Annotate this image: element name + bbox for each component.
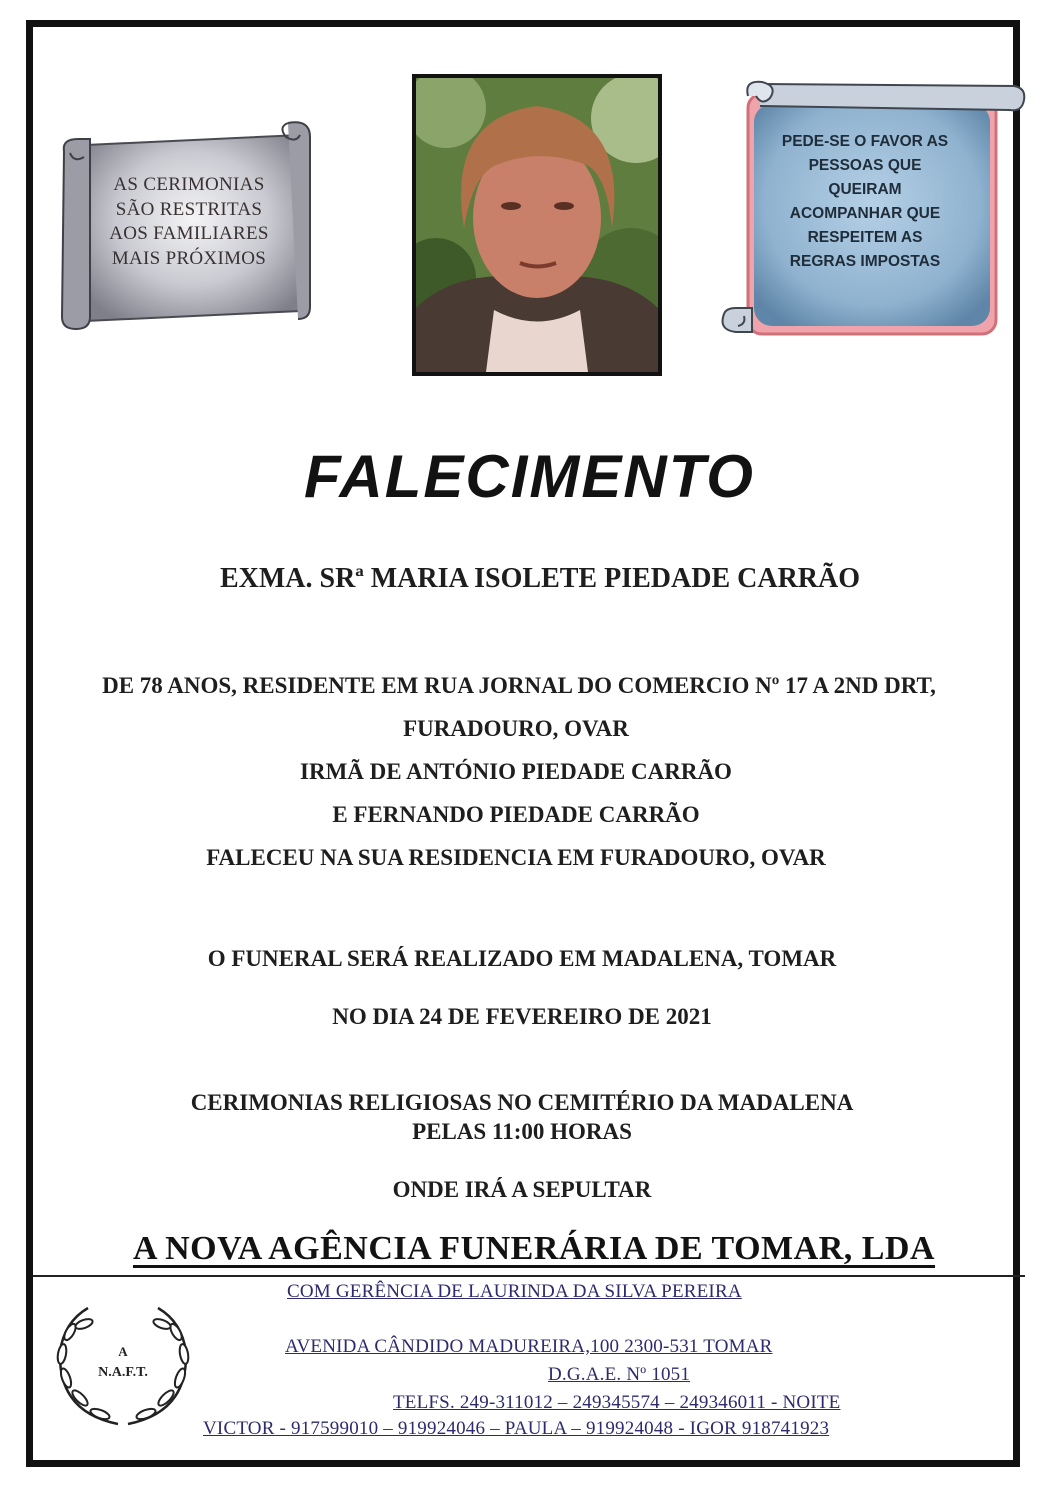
restricted-ceremonies-scroll [60, 115, 316, 331]
notice-right-line: RESPEITEM AS [807, 229, 923, 246]
deceased-photo [412, 74, 662, 376]
notice-right-line: PEDE-SE O FAVOR AS [781, 133, 949, 150]
burial-note: ONDE IRÁ A SEPULTAR [392, 1177, 652, 1202]
notice-left-line: AS CERIMONIAS [113, 174, 265, 195]
ceremony-time: PELAS 11:00 HORAS [412, 1119, 632, 1144]
detail-line: IRMÃ DE ANTÓNIO PIEDADE CARRÃO [300, 759, 732, 784]
notice-right-line: ACOMPANHAR QUE [789, 205, 941, 222]
notice-title: FALECIMENTO [304, 443, 755, 510]
agency-management: COM GERÊNCIA DE LAURINDA DA SILVA PEREIRA [287, 1281, 742, 1302]
notice-right-line: REGRAS IMPOSTAS [789, 253, 941, 270]
funeral-place: O FUNERAL SERÁ REALIZADO EM MADALENA, TOMAR [207, 946, 837, 971]
notice-left-line: SÃO RESTRITAS [115, 198, 263, 220]
logo-letter: A [118, 1344, 128, 1359]
agency-name: A NOVA AGÊNCIA FUNERÁRIA DE TOMAR, LDA [132, 1230, 936, 1267]
naft-logo [48, 1302, 208, 1430]
detail-line: E FERNANDO PIEDADE CARRÃO [332, 802, 700, 827]
agency-contacts: VICTOR - 917599010 – 919924046 – PAULA – 919924048 - IGOR 918741923 [203, 1418, 830, 1439]
detail-line: FURADOURO, OVAR [403, 716, 629, 741]
funeral-date: NO DIA 24 DE FEVEREIRO DE 2021 [332, 1004, 712, 1029]
agency-dgae: D.G.A.E. Nº 1051 [548, 1364, 691, 1385]
respect-rules-scroll [718, 78, 1026, 344]
notice-right-line: PESSOAS QUE [808, 157, 922, 174]
footer-divider [33, 1275, 1025, 1277]
notice-right-line: QUEIRAM [828, 181, 902, 198]
deceased-name: EXMA. SRª MARIA ISOLETE PIEDADE CARRÃO [219, 563, 861, 594]
logo-initials: N.A.F.T. [98, 1365, 148, 1380]
restricted-ceremonies-text [100, 173, 278, 271]
detail-line: DE 78 ANOS, RESIDENTE EM RUA JORNAL DO COMERCIO Nº 17 A 2ND DRT, [102, 673, 936, 698]
agency-phones: TELFS. 249-311012 – 249345574 – 249346011 - NOITE [393, 1392, 841, 1413]
respect-rules-text [770, 130, 960, 274]
notice-left-line: AOS FAMILIARES [109, 223, 269, 244]
detail-line: FALECEU NA SUA RESIDENCIA EM FURADOURO, OVAR [206, 845, 826, 870]
notice-left-line: MAIS PRÓXIMOS [111, 247, 267, 269]
agency-address: AVENIDA CÂNDIDO MADUREIRA,100 2300-531 TOMAR [285, 1336, 773, 1357]
ceremony-location: CERIMONIAS RELIGIOSAS NO CEMITÉRIO DA MADALENA [190, 1090, 854, 1115]
portrait-image [416, 78, 658, 372]
